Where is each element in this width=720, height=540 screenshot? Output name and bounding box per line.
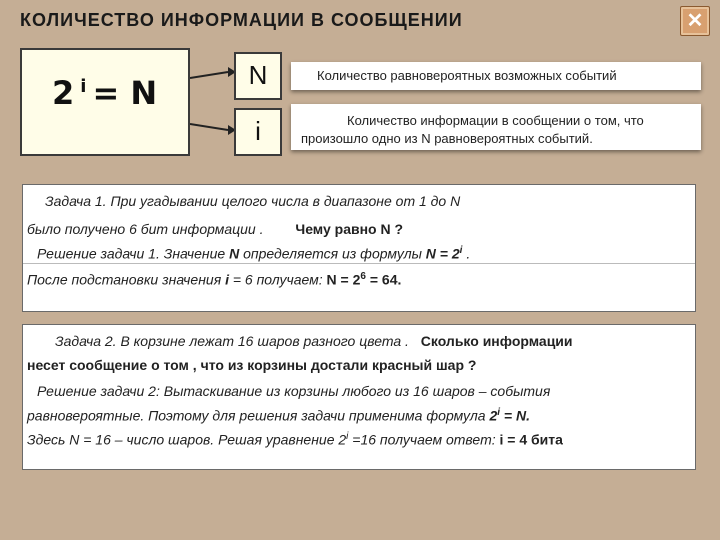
formula-exponent: i bbox=[80, 76, 87, 97]
n-description: Количество равновероятных возможных событий bbox=[291, 62, 701, 90]
task-1-sub-text-a: После подстановки значения bbox=[27, 271, 226, 288]
task-2-box bbox=[22, 324, 696, 470]
variable-i-box bbox=[234, 108, 282, 156]
variable-n-box bbox=[234, 52, 282, 100]
task-1-solution-line-2 bbox=[27, 271, 401, 288]
task-2-solution-text-a: равновероятные. Поэтому для решения задачи применима формула bbox=[27, 407, 490, 424]
formula-equals: = N bbox=[92, 74, 158, 112]
i-description-line-1: Количество информации в сообщении о том, что bbox=[347, 113, 644, 128]
task-2-solution-line-1: Решение задачи 2: Вытаскивание из корзины любого из 16 шаров – события bbox=[37, 383, 551, 399]
task-1-solution-text-f: . bbox=[462, 245, 471, 262]
task-1-line-2-text: было получено 6 бит информации . bbox=[27, 221, 264, 237]
task-2-line-1-text: Задача 2. В корзине лежат 16 шаров разного цвета . bbox=[55, 333, 409, 349]
task-1-sub-i: i bbox=[225, 271, 229, 288]
task-1-solution-formula: N = 2 bbox=[425, 245, 460, 262]
formula-box bbox=[20, 48, 190, 156]
task-1-solution-text-a: Решение задачи 1. Значение bbox=[37, 245, 230, 262]
task-2-formula-exponent: i bbox=[497, 407, 501, 418]
task-1-solution-line-1 bbox=[37, 245, 470, 262]
variable-n-label: N bbox=[248, 60, 268, 90]
formula-base: 2 bbox=[52, 74, 75, 112]
task-1-box bbox=[22, 184, 696, 312]
task-2-solution-text-a2: Здесь N = 16 – число шаров. Решая уравнение 2 bbox=[27, 431, 347, 448]
task-1-separator bbox=[23, 263, 695, 264]
task-2-formula-base: 2 bbox=[489, 407, 498, 424]
task-2-line-1-question: Сколько информации bbox=[420, 333, 573, 349]
task-2-solution-line-2 bbox=[27, 407, 530, 424]
task-1-answer-exponent: 6 bbox=[360, 271, 366, 282]
task-2-answer: i = 4 бита bbox=[499, 431, 563, 448]
i-description bbox=[291, 104, 701, 150]
task-1-answer: = 64. bbox=[365, 271, 402, 288]
task-1-line-1: Задача 1. При угадывании целого числа в диапазоне от 1 до N bbox=[45, 193, 461, 209]
window-title: КОЛИЧЕСТВО ИНФОРМАЦИИ В СООБЩЕНИИ bbox=[20, 10, 463, 30]
task-1-solution-exponent: i bbox=[459, 245, 463, 256]
arrow-to-n-icon bbox=[190, 64, 236, 84]
task-1-question: Чему равно N ? bbox=[295, 221, 404, 237]
i-description-line-2: произошло одно из N равновероятных событий. bbox=[301, 131, 593, 146]
task-1-solution-n: N bbox=[229, 245, 240, 262]
task-2-equation-exponent: i bbox=[346, 431, 349, 442]
task-1-answer-formula: N = 2 bbox=[326, 271, 361, 288]
task-1-solution-text-c: определяется из формулы bbox=[239, 245, 426, 262]
task-2-solution-text-c2: =16 получаем ответ: bbox=[348, 431, 500, 448]
task-1-sub-text-c: = 6 получаем: bbox=[228, 271, 327, 288]
variable-i-label: i bbox=[255, 116, 261, 146]
task-1-line-2 bbox=[27, 221, 403, 237]
task-2-question: несет сообщение о том , что из корзины достали красный шар ? bbox=[27, 357, 477, 373]
task-2-formula-rhs: = N. bbox=[500, 407, 530, 424]
arrow-to-i-icon bbox=[190, 118, 236, 138]
main-formula bbox=[52, 74, 157, 112]
task-2-line-1 bbox=[55, 333, 573, 349]
close-icon[interactable]: ✕ bbox=[680, 6, 710, 36]
task-2-solution-line-3 bbox=[27, 431, 563, 448]
